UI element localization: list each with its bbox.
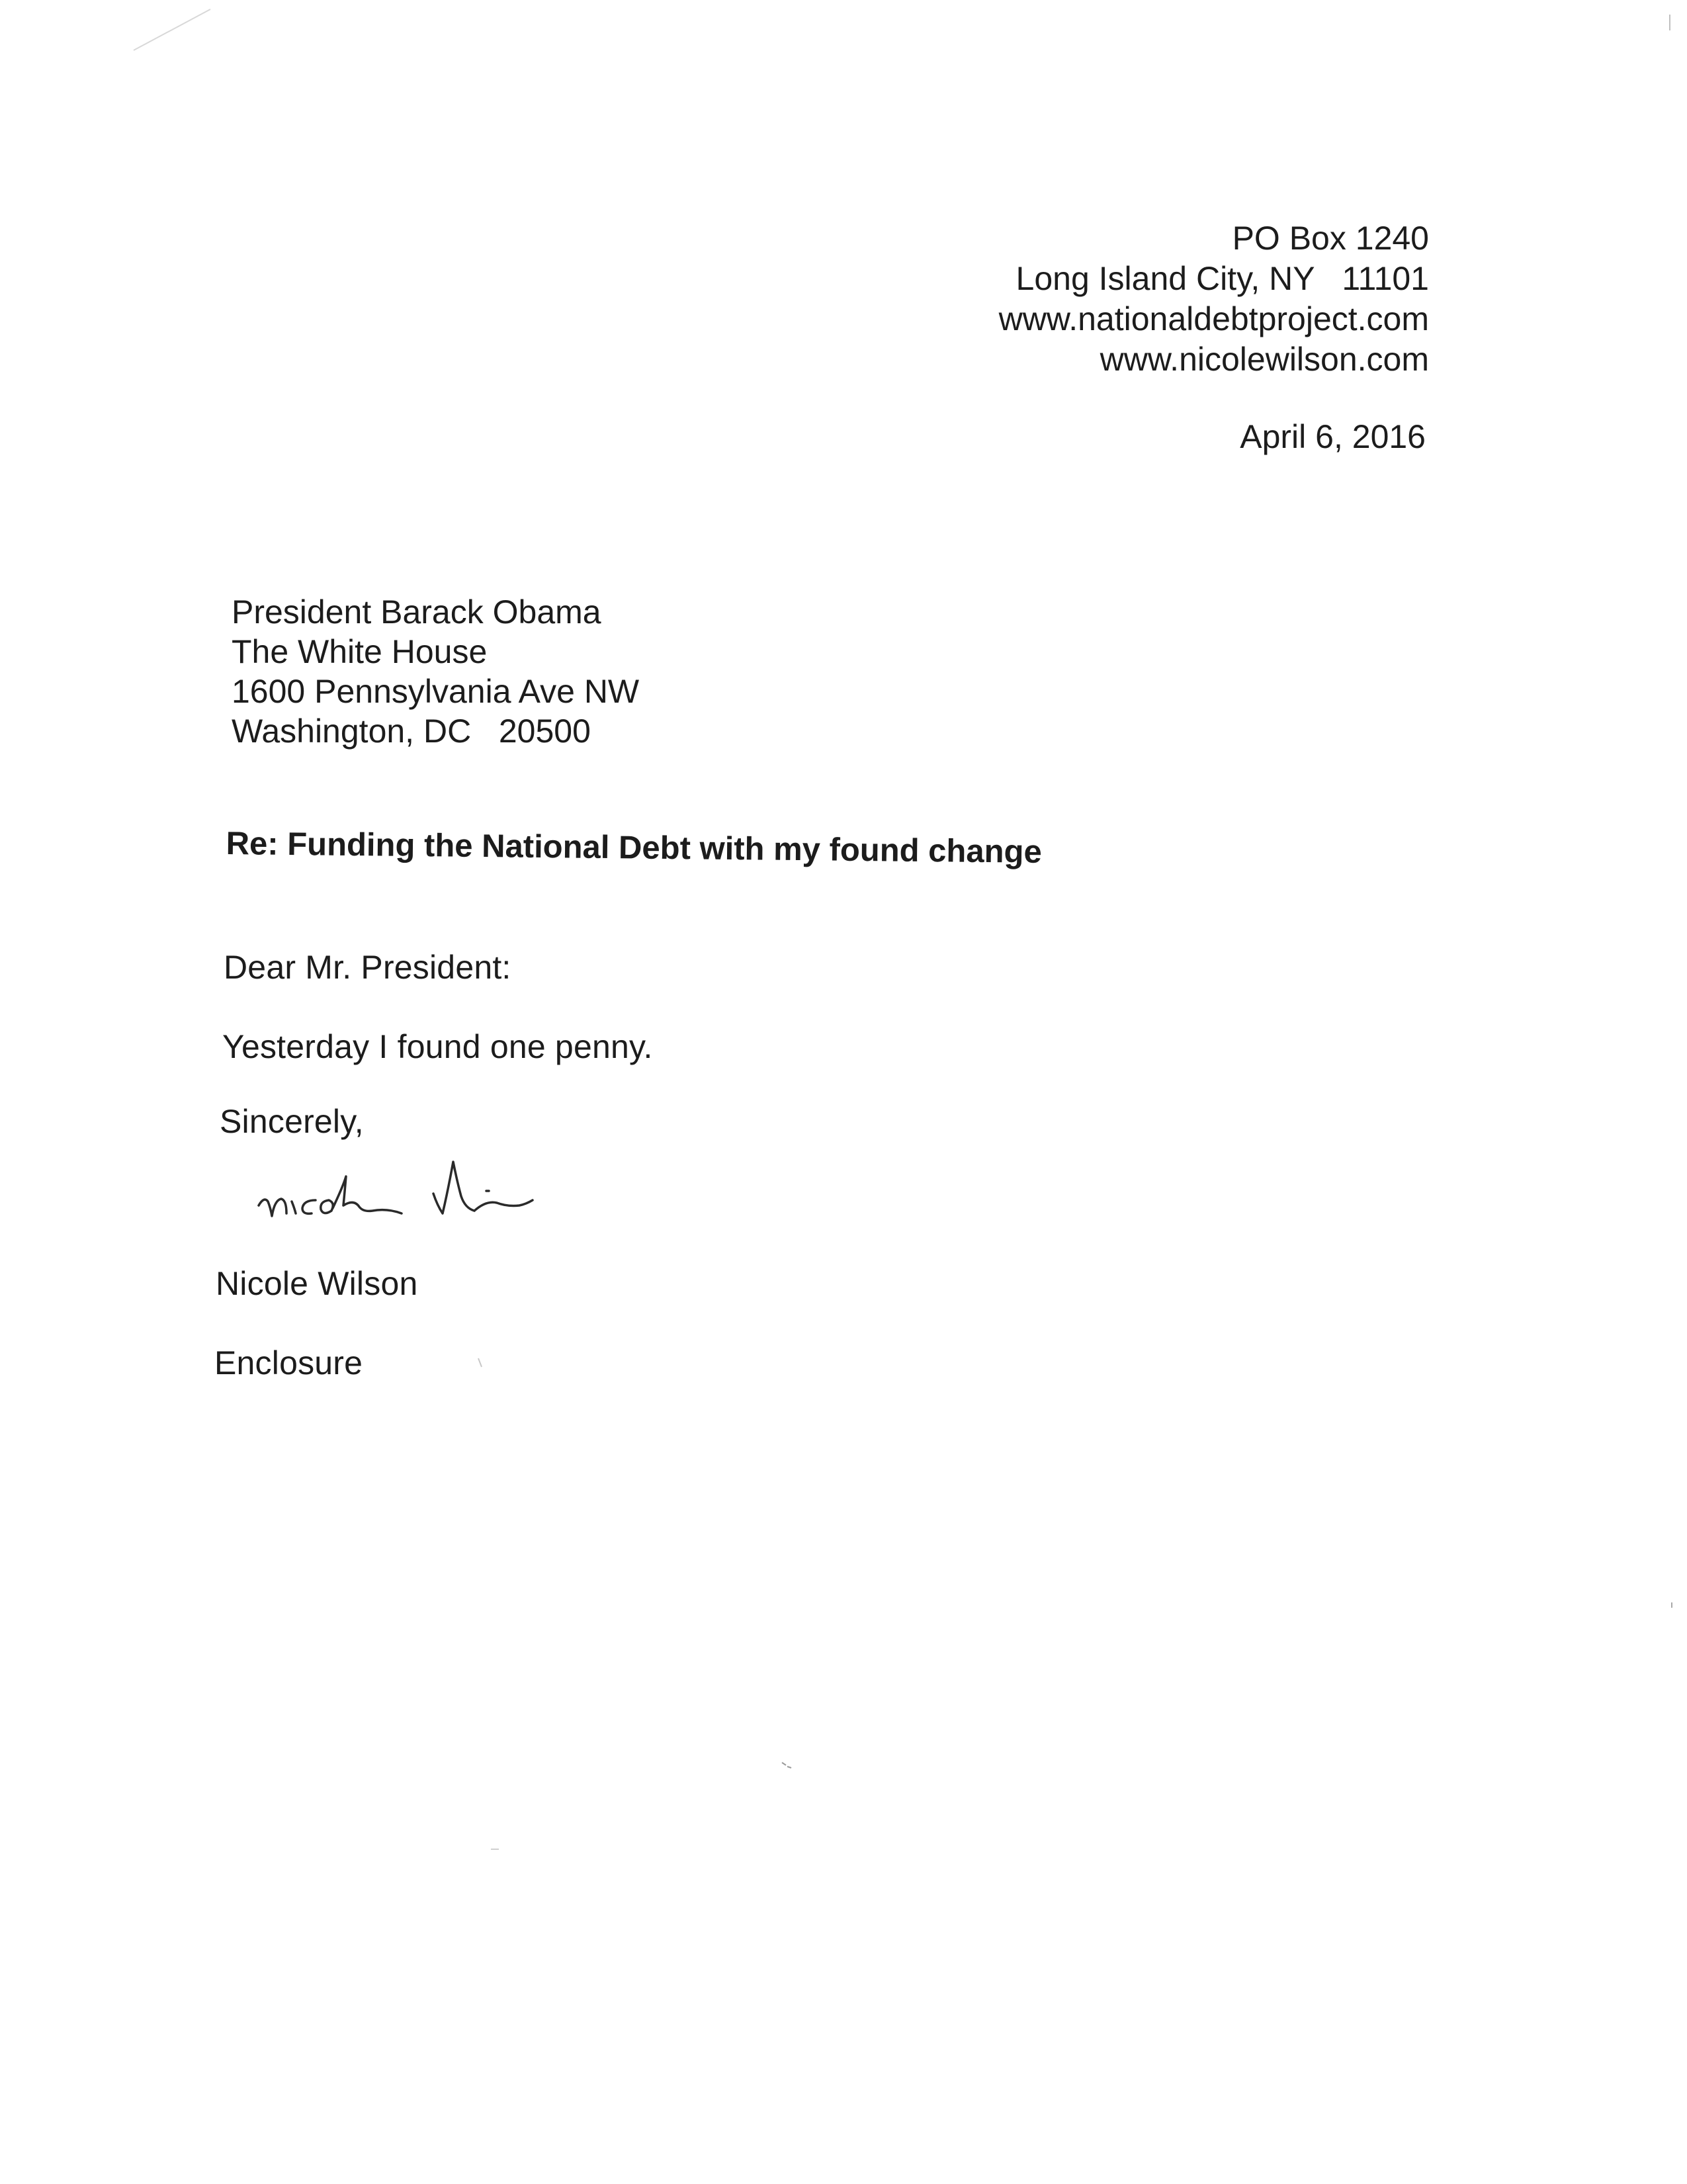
salutation: Dear Mr. President: bbox=[224, 949, 511, 986]
scan-speck bbox=[490, 1846, 500, 1853]
enclosure-note: Enclosure bbox=[214, 1344, 363, 1381]
handwritten-signature bbox=[255, 1145, 599, 1237]
sender-website-2: www.nicolewilson.com bbox=[1100, 341, 1429, 378]
signer-name: Nicole Wilson bbox=[216, 1265, 418, 1302]
recipient-city-line: Washington, DC 20500 bbox=[232, 713, 591, 750]
scan-artifact-mark bbox=[132, 7, 212, 53]
scan-speck bbox=[1668, 1601, 1675, 1609]
letter-body: Yesterday I found one penny. bbox=[222, 1028, 653, 1065]
recipient-address bbox=[232, 592, 639, 751]
scan-speck bbox=[781, 1760, 794, 1769]
recipient-street: 1600 Pennsylvania Ave NW bbox=[232, 673, 640, 710]
sender-website-1: www.nationaldebtproject.com bbox=[998, 300, 1429, 337]
sender-city-line: Long Island City, NY 11101 bbox=[1016, 260, 1429, 297]
sender-po-box: PO Box 1240 bbox=[1232, 220, 1429, 257]
closing: Sincerely, bbox=[220, 1103, 364, 1140]
recipient-org: The White House bbox=[232, 633, 488, 670]
recipient-name: President Barack Obama bbox=[232, 593, 601, 631]
subject-line: Re: Funding the National Debt with my found change bbox=[226, 825, 1043, 870]
letter-date: April 6, 2016 bbox=[1240, 418, 1426, 455]
scan-speck bbox=[1665, 13, 1675, 33]
sender-address bbox=[999, 218, 1429, 380]
scan-speck bbox=[476, 1356, 484, 1370]
